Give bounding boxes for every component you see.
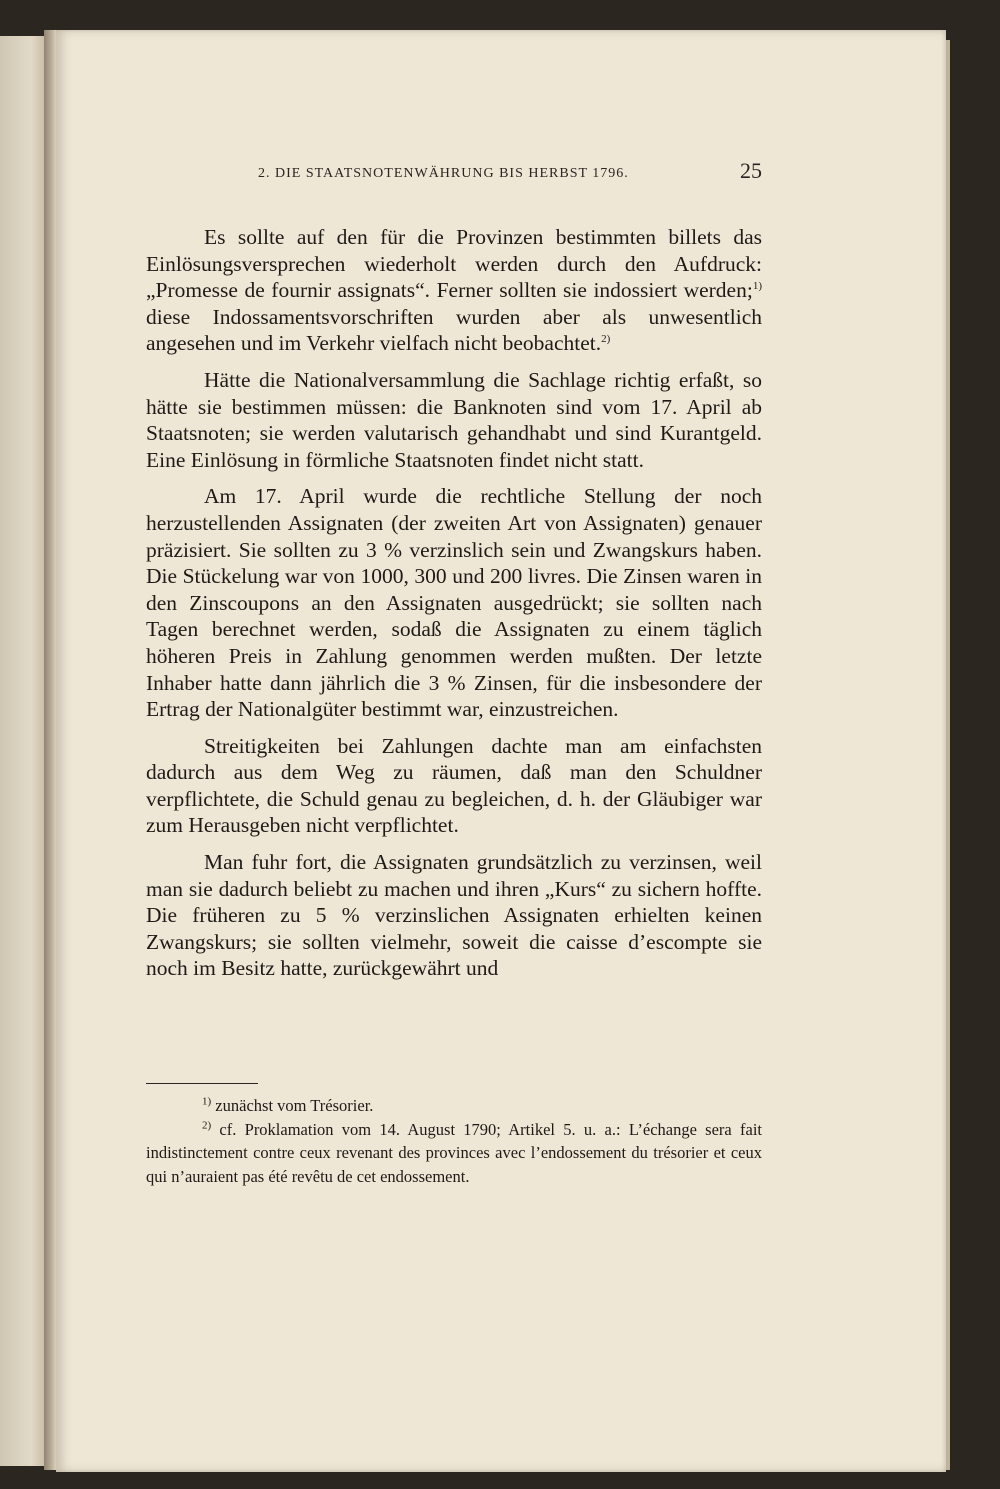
paragraph-1 <box>146 224 762 357</box>
main-text <box>146 224 762 992</box>
footnote-1-text: zunächst vom Trésorier. <box>211 1096 374 1115</box>
facing-page-edge <box>0 36 44 1466</box>
page-stack-edge <box>946 40 950 1470</box>
paragraph-1-text-a: Es sollte auf den für die Provinzen bestimmten billets das Einlösungsversprechen wiederholt werden durch den Aufdruck: „Promesse de fournir assignats“. Ferner sollten sie indossiert werden; <box>146 225 762 303</box>
footnote-ref-2: 2) <box>601 333 611 346</box>
footnote-2 <box>146 1118 762 1189</box>
footnote-2-text: cf. Proklamation vom 14. August 1790; Artikel 5. u. a.: L’échange sera fait indistinctement contre ceux revenant des provinces avec l’endossement du trésorier et ceux qui n’auraient pas été revêtu de cet endossement. <box>146 1119 762 1186</box>
footnote-2-marker: 2) <box>202 1119 212 1131</box>
book-gutter <box>44 30 56 1470</box>
page-header <box>200 156 762 186</box>
footnote-separator <box>146 1083 258 1084</box>
page-number: 25 <box>740 158 762 183</box>
paragraph-1-text-b: diese Indossamentsvorschriften wurden aber als unwesentlich angesehen und im Verkehr vielfach nicht beobachtet. <box>146 304 762 356</box>
paragraph-4: Streitigkeiten bei Zahlungen dachte man am einfachsten dadurch aus dem Weg zu räumen, daß man den Schuldner verpflichtete, die Schuld genau zu begleichen, d. h. der Gläubiger war zum Herausgeben nicht verpflichtet. <box>146 733 762 838</box>
footnote-ref-1: 1) <box>752 280 762 293</box>
running-head: 2. DIE STAATSNOTENWÄHRUNG BIS HERBST 1796. <box>258 166 629 181</box>
footnote-1 <box>146 1094 762 1118</box>
paragraph-5: Man fuhr fort, die Assignaten grundsätzlich zu verzinsen, weil man sie dadurch beliebt zu machen und ihren „Kurs“ zu sichern hoffte. Die früheren zu 5 % verzinslichen Assignaten erhielten keinen Zwangskurs; sie sollten vielmehr, soweit die caisse d’escompte sie noch im Besitz hatte, zurückgewährt und <box>146 850 762 981</box>
paragraph-3: Am 17. April wurde die rechtliche Stellung der noch herzustellenden Assignaten (der zweiten Art von Assignaten) genauer präzisiert. Sie sollten zu 3 % verzinslich sein und Zwangskurs haben. Die Stückelung war von 1000, 300 und 200 livres. Die Zinsen waren in den Zinscoupons an den Assignaten ausgedrückt; sie sollten nach Tagen berechnet werden, sodaß die Assignaten zu einem täglich höheren Preis in Zahlung genommen werden mußten. Der letzte Inhaber hatte dann jährlich die 3 % Zinsen, für die insbesondere der Ertrag der Nationalgüter bestimmt war, einzustreichen. <box>146 484 762 722</box>
footnote-1-marker: 1) <box>202 1095 212 1108</box>
footnotes <box>146 1094 762 1188</box>
paragraph-2: Hätte die Nationalversammlung die Sachlage richtig erfaßt, so hätte sie bestimmen müssen: die Banknoten sind vom 17. April ab Staatsnoten; sie werden valutarisch gehandhabt und sind Kurantgeld. Eine Einlösung in förmliche Staatsnoten findet nicht statt. <box>146 367 762 472</box>
